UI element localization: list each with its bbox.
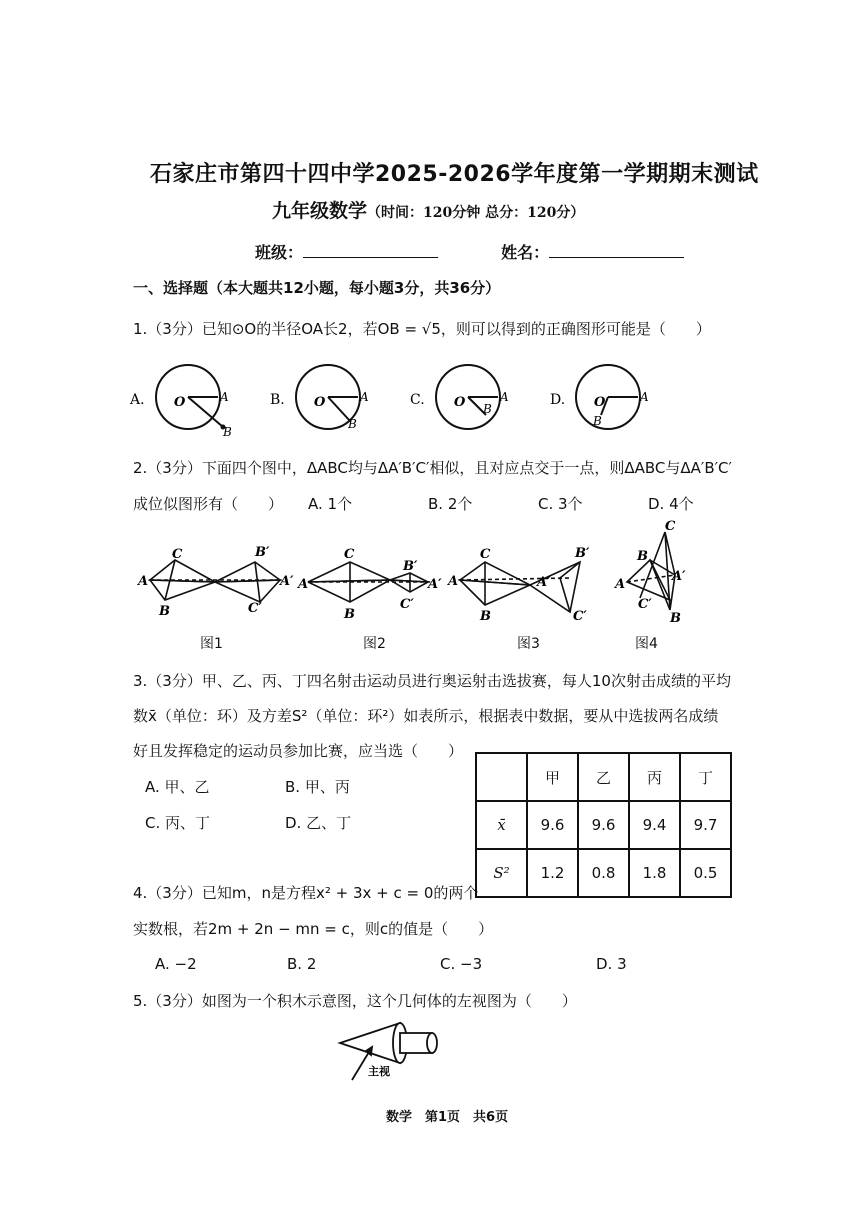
- question-2-line1: 2.（3分）下面四个图中，ΔABC均与ΔA′B′C′相似，且对应点交于一点，则ΔABC与ΔA′B′C′: [133, 459, 732, 477]
- question-3-line2: 数x̄（单位：环）及方差S²（单位：环²）如表所示，根据表中数据，要从中选拔两名成绩: [133, 707, 719, 725]
- table-cell: 9.4: [629, 801, 680, 849]
- q2-caption-3: 图3: [517, 636, 540, 652]
- svg-text:B: B: [480, 609, 491, 624]
- exam-title: 石家庄市第四十四中学2025-2026学年度第一学期期末测试: [150, 162, 759, 187]
- class-label: 班级：: [255, 243, 304, 262]
- svg-text:A′: A′: [280, 574, 294, 589]
- svg-text:C: C: [172, 547, 183, 562]
- q3-score-table: [475, 752, 732, 898]
- svg-text:A: A: [298, 577, 309, 592]
- svg-text:C′: C′: [573, 609, 587, 624]
- section-heading: 一、选择题（本大题共12小题，每小题3分，共36分）: [133, 279, 501, 297]
- q3-option-d[interactable]: D. 乙、丁: [285, 814, 352, 832]
- question-5-figure: [330, 1015, 450, 1085]
- table-cell: 9.6: [527, 801, 578, 849]
- question-4-line2: 实数根，若2m + 2n − mn = c，则c的值是（ ）: [133, 920, 494, 938]
- svg-text:A: A: [220, 390, 229, 404]
- svg-text:B: B: [344, 607, 355, 622]
- svg-text:A: A: [615, 577, 626, 592]
- svg-text:A: A: [640, 390, 649, 404]
- class-field[interactable]: [303, 243, 438, 258]
- svg-text:B: B: [159, 604, 170, 619]
- table-cell: [476, 753, 527, 801]
- question-2-line2: 成位似图形有（ ）: [133, 495, 284, 513]
- table-cell: 9.6: [578, 801, 629, 849]
- svg-text:C′: C′: [400, 597, 414, 612]
- table-row: [476, 801, 731, 849]
- question-1-figures: [125, 355, 685, 440]
- table-cell: 0.8: [578, 849, 629, 897]
- svg-text:C′: C′: [248, 601, 262, 616]
- table-header-cell: 甲: [527, 753, 578, 801]
- svg-text:A: A: [500, 390, 509, 404]
- svg-text:B: B: [670, 611, 681, 626]
- exam-subtitle: [272, 196, 584, 223]
- table-header-cell: 丙: [629, 753, 680, 801]
- svg-text:C: C: [665, 520, 676, 534]
- page-footer: 数学 第1页 共6页: [386, 1110, 509, 1125]
- q3-option-b[interactable]: B. 甲、丙: [285, 778, 350, 796]
- q3-option-c[interactable]: C. 丙、丁: [145, 814, 211, 832]
- table-header-row: [476, 753, 731, 801]
- question-4-line1: 4.（3分）已知m，n是方程x² + 3x + c = 0的两个: [133, 884, 479, 902]
- q2-option-b[interactable]: B. 2个: [428, 495, 473, 513]
- q2-caption-1: 图1: [200, 636, 223, 652]
- question-1-stem: 1.（3分）已知⊙O的半径OA长2，若OB = √5，则可以得到的正确图形可能是（ ）: [133, 320, 711, 338]
- q3-option-a[interactable]: A. 甲、乙: [145, 778, 210, 796]
- svg-text:B′: B′: [575, 546, 590, 561]
- svg-text:C: C: [480, 547, 491, 562]
- svg-text:O: O: [594, 395, 606, 410]
- table-cell: S²: [476, 849, 527, 897]
- svg-text:A′: A′: [672, 569, 686, 584]
- svg-text:B′: B′: [255, 545, 270, 560]
- svg-text:C: C: [344, 547, 355, 562]
- svg-text:A′: A′: [428, 577, 442, 592]
- svg-text:B: B: [593, 414, 602, 428]
- svg-text:B′: B′: [403, 559, 418, 574]
- question-2-figures: [130, 520, 720, 630]
- front-view-label: 主视: [368, 1065, 390, 1078]
- name-label: 姓名：: [501, 243, 550, 262]
- svg-text:O: O: [174, 395, 186, 410]
- q4-option-b[interactable]: B. 2: [287, 955, 317, 973]
- svg-text:O: O: [454, 395, 466, 410]
- svg-text:A: A: [138, 574, 149, 589]
- table-cell: 9.7: [680, 801, 731, 849]
- svg-text:C′: C′: [638, 597, 652, 612]
- question-5-stem: 5.（3分）如图为一个积木示意图，这个几何体的左视图为（ ）: [133, 992, 577, 1010]
- question-3-line3: 好且发挥稳定的运动员参加比赛，应当选（ ）: [133, 742, 464, 760]
- svg-text:B: B: [483, 402, 492, 416]
- table-cell: x̄: [476, 801, 527, 849]
- q2-option-d[interactable]: D. 4个: [648, 495, 694, 513]
- svg-text:O: O: [314, 395, 326, 410]
- svg-text:B: B: [637, 549, 648, 564]
- table-cell: 1.8: [629, 849, 680, 897]
- q2-caption-4: 图4: [635, 636, 658, 652]
- q1-option-d-label[interactable]: D.: [550, 392, 566, 408]
- q1-option-b-label[interactable]: B.: [270, 392, 285, 408]
- table-row: [476, 849, 731, 897]
- q1-option-a-label[interactable]: A.: [130, 392, 145, 408]
- q1-option-c-label[interactable]: C.: [410, 392, 425, 408]
- table-cell: 1.2: [527, 849, 578, 897]
- svg-text:B: B: [348, 417, 357, 431]
- svg-text:A: A: [360, 390, 369, 404]
- svg-text:A: A: [448, 574, 459, 589]
- table-header-cell: 丁: [680, 753, 731, 801]
- subject-label: 九年级数学: [272, 200, 368, 222]
- question-3-line1: 3.（3分）甲、乙、丙、丁四名射击运动员进行奥运射击选拔赛，每人10次射击成绩的平均: [133, 672, 731, 690]
- exam-meta: （时间：120分钟 总分：120分）: [367, 205, 585, 221]
- table-cell: 0.5: [680, 849, 731, 897]
- svg-text:B: B: [223, 425, 232, 439]
- q4-option-c[interactable]: C. −3: [440, 955, 483, 973]
- name-field[interactable]: [549, 243, 684, 258]
- q2-caption-2: 图2: [363, 636, 386, 652]
- student-info: [255, 240, 684, 263]
- svg-text:A′: A′: [537, 575, 551, 590]
- q2-option-a[interactable]: A. 1个: [308, 495, 353, 513]
- q4-option-d[interactable]: D. 3: [596, 955, 627, 973]
- q4-option-a[interactable]: A. −2: [155, 955, 197, 973]
- table-header-cell: 乙: [578, 753, 629, 801]
- q2-option-c[interactable]: C. 3个: [538, 495, 583, 513]
